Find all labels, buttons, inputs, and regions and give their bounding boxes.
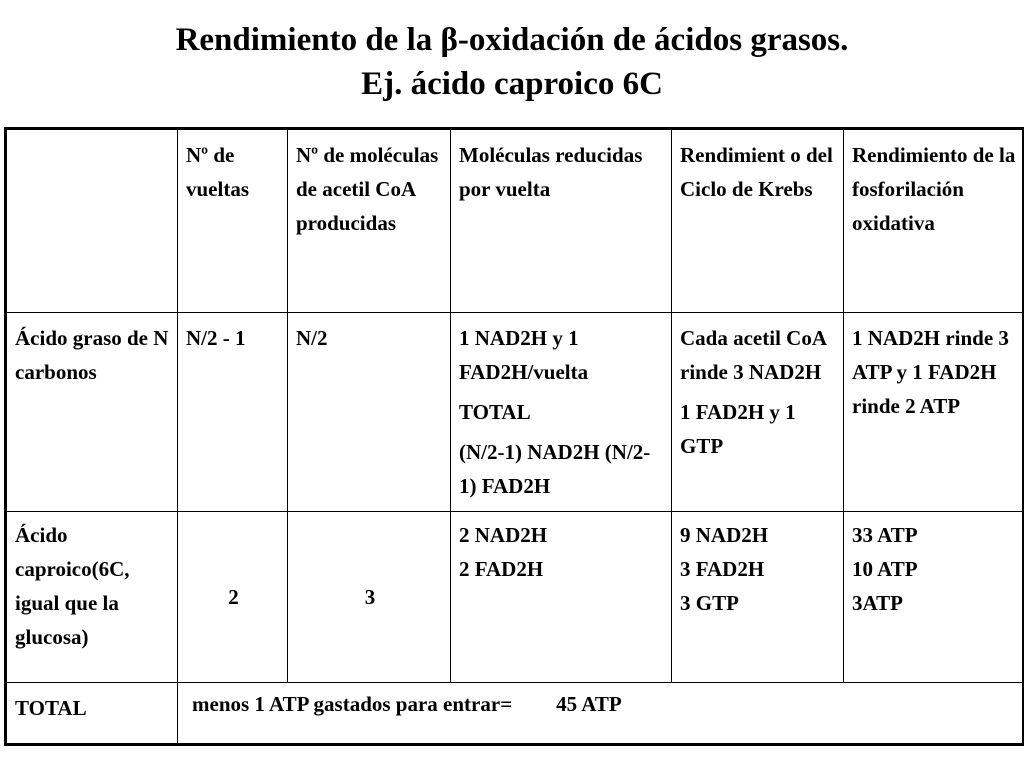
total-sum: 45 ATP xyxy=(556,692,622,716)
beta-oxidation-table xyxy=(4,127,1024,746)
header-reduced-molecules: Moléculas reducidas por vuelta xyxy=(451,129,672,313)
caproic-oxphos-10: 10 ATP xyxy=(852,557,918,581)
caproic-oxphos xyxy=(844,512,1024,683)
title-line-1: Rendimiento de la β-oxidación de ácidos grasos. xyxy=(175,22,849,58)
general-krebs-line-2: 1 FAD2H y 1 GTP xyxy=(680,400,796,458)
caproic-reduced-nad2h: 2 NAD2H xyxy=(459,523,548,547)
header-acetyl-coa: Nº de moléculas de acetil CoA producidas xyxy=(288,129,451,313)
row-label-general: Ácido graso de N carbonos xyxy=(6,313,178,512)
caproic-krebs-gtp: 3 GTP xyxy=(680,591,739,615)
title-line-2: Ej. ácido caproico 6C xyxy=(361,66,663,102)
general-krebs-line-1: Cada acetil CoA rinde 3 NAD2H xyxy=(680,326,826,384)
general-reduced-per-turn: 1 NAD2H y 1 FAD2H/vuelta xyxy=(459,326,589,384)
general-acetyl: N/2 xyxy=(288,313,451,512)
row-label-caproic: Ácido caproico(6C, igual que la glucosa) xyxy=(6,512,178,683)
total-text: menos 1 ATP gastados para entrar= xyxy=(192,692,513,716)
caproic-krebs xyxy=(672,512,844,683)
header-krebs-yield: Rendimient o del Ciclo de Krebs xyxy=(672,129,844,313)
caproic-krebs-nad2h: 9 NAD2H xyxy=(680,523,769,547)
header-oxphos-yield: Rendimiento de la fosforilación oxidativa xyxy=(844,129,1024,313)
caproic-reduced xyxy=(451,512,672,683)
general-oxphos: 1 NAD2H rinde 3 ATP y 1 FAD2H rinde 2 ATP xyxy=(844,313,1024,512)
general-reduced-total-label: TOTAL xyxy=(459,400,531,424)
caproic-acetyl: 3 xyxy=(288,512,451,683)
general-krebs xyxy=(672,313,844,512)
caproic-krebs-fad2h: 3 FAD2H xyxy=(680,557,765,581)
header-turns: Nº de vueltas xyxy=(178,129,288,313)
page-title xyxy=(0,18,1024,106)
general-reduced xyxy=(451,313,672,512)
total-summary xyxy=(178,683,1024,745)
general-turns: N/2 - 1 xyxy=(178,313,288,512)
general-reduced-total-value: (N/2-1) NAD2H (N/2-1) FAD2H xyxy=(459,440,651,498)
caproic-reduced-fad2h: 2 FAD2H xyxy=(459,557,544,581)
row-label-total: TOTAL xyxy=(6,683,178,745)
header-cell-empty xyxy=(6,129,178,313)
table-header-row xyxy=(6,129,1024,313)
caproic-oxphos-3: 3ATP xyxy=(852,591,903,615)
table-row-general xyxy=(6,313,1024,512)
caproic-turns: 2 xyxy=(178,512,288,683)
table-row-caproic xyxy=(6,512,1024,683)
caproic-oxphos-33: 33 ATP xyxy=(852,523,918,547)
table-row-total xyxy=(6,683,1024,745)
